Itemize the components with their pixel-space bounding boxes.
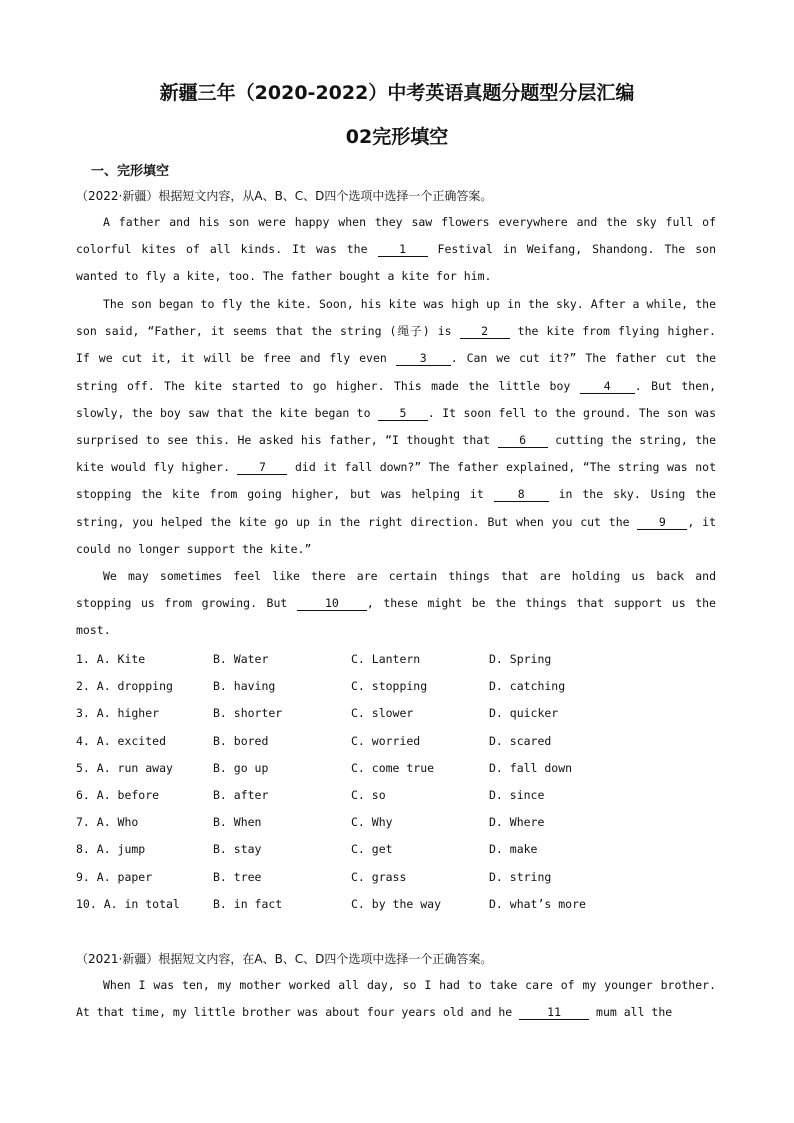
option-d: D. catching — [489, 679, 566, 694]
option-d: D. scared — [489, 733, 552, 748]
blank-9: 9 — [637, 515, 687, 530]
passage-text: . Can we cut it?” The father cut the string off. The kite started to go higher. This made the little boy — [76, 351, 716, 393]
option-c: C. grass — [351, 869, 407, 884]
blank-5: 5 — [378, 406, 428, 421]
option-d: D. make — [489, 842, 538, 857]
blank-1: 1 — [378, 242, 428, 257]
option-b: B. Water — [213, 652, 269, 666]
option-b: B. shorter — [213, 706, 283, 721]
passage-text: mum all the — [589, 1005, 673, 1020]
option-d: D. string — [489, 869, 552, 884]
section-heading: 一、完形填空 — [91, 164, 170, 179]
option-d: D. quicker — [489, 706, 559, 721]
option-a: 9. A. paper — [76, 869, 153, 884]
option-a: 2. A. dropping — [76, 679, 173, 694]
option-c: C. stopping — [351, 679, 428, 694]
passage-text: When I was ten, my mother worked all day, so I had to take care of my younger brother. At that time, my little brother was about four years old and he — [76, 978, 716, 1020]
option-b: B. stay — [213, 842, 262, 857]
blank-2: 2 — [460, 324, 510, 339]
option-b: B. bored — [213, 733, 269, 748]
passage1-paragraph-2 — [76, 291, 716, 563]
option-a: 7. A. Who — [76, 815, 139, 830]
blank-3: 3 — [396, 351, 451, 366]
option-d: D. Where — [489, 815, 545, 830]
option-b: B. after — [213, 787, 269, 802]
option-a: 6. A. before — [76, 787, 160, 802]
passage-text: Festival in Weifang, Shandong. The son wanted to fly a kite, too. The father bought a kite for him. — [76, 242, 716, 284]
passage1-paragraph-3 — [76, 563, 716, 645]
option-c: C. come true — [351, 760, 435, 775]
option-b: B. go up — [213, 760, 269, 775]
option-a: 1. A. Kite — [76, 652, 146, 666]
option-d: D. what’s more — [489, 896, 586, 911]
passage1-paragraph-1 — [76, 209, 716, 291]
option-c: C. by the way — [351, 896, 442, 911]
passage-text: . But then, slowly, the boy saw that the kite began to — [76, 378, 716, 420]
option-a: 5. A. run away — [76, 760, 173, 775]
passage2-paragraph-1 — [76, 972, 716, 1026]
option-a: 10. A. in total — [76, 896, 180, 911]
passage-text: , these might be the things that support us the most. — [76, 596, 716, 638]
passage-text: did it fall down?” The father explained, “The string was not stopping the kite from going higher, but was helping it — [76, 460, 716, 502]
blank-7: 7 — [237, 460, 287, 475]
option-b: B. When — [213, 815, 262, 830]
option-d: D. Spring — [489, 652, 552, 666]
blank-4: 4 — [580, 379, 635, 394]
blank-8: 8 — [494, 487, 549, 502]
passage-text: . It soon fell to the ground. The son was surprised to see this. He asked his father, “I thought that — [76, 405, 716, 448]
option-c: C. slower — [351, 706, 414, 721]
option-b: B. tree — [213, 869, 262, 884]
passage2-intro: （2021·新疆）根据短文内容，在A、B、C、D四个选项中选择一个正确答案。 — [76, 952, 493, 966]
option-c: C. Why — [351, 815, 393, 830]
document-subtitle: 02完形填空 — [345, 126, 449, 148]
option-b: B. having — [213, 679, 276, 694]
passage-text: A father and his son were happy when they saw flowers everywhere and the sky full of colorful kites of all kinds. It was the — [76, 215, 716, 257]
passage-text: We may sometimes feel like there are certain things that are holding us back and stopping us from growing. But — [76, 569, 716, 611]
option-c: C. worried — [351, 733, 421, 748]
option-b: B. in fact — [213, 896, 283, 911]
option-a: 4. A. excited — [76, 733, 167, 748]
blank-11: 11 — [519, 1005, 589, 1020]
option-d: D. since — [489, 787, 545, 802]
option-c: C. get — [351, 842, 393, 857]
passage-text: the kite from flying higher. If we cut it, it will be free and fly even — [76, 324, 716, 366]
passage-text: cutting the string, the kite would fly higher. — [76, 433, 717, 475]
blank-10: 10 — [297, 596, 367, 611]
passage-text: The son began to fly the kite. Soon, his kite was high up in the sky. After a while, the son said, “Father, it seems that the string (绳子) is — [76, 297, 716, 339]
option-d: D. fall down — [489, 760, 573, 775]
option-c: C. so — [351, 787, 386, 802]
passage-text: in the sky. Using the string, you helped the kite go up in the right direction. But when you cut the — [76, 487, 716, 529]
passage-text: , it could no longer support the kite.” — [76, 514, 716, 556]
option-c: C. Lantern — [351, 652, 421, 666]
option-a: 3. A. higher — [76, 706, 160, 721]
passage1-intro: （2022·新疆）根据短文内容，从A、B、C、D四个选项中选择一个正确答案。 — [76, 189, 493, 203]
document-title: 新疆三年（2020-2022）中考英语真题分题型分层汇编 — [159, 82, 635, 104]
option-a: 8. A. jump — [76, 842, 146, 857]
blank-6: 6 — [498, 433, 548, 448]
